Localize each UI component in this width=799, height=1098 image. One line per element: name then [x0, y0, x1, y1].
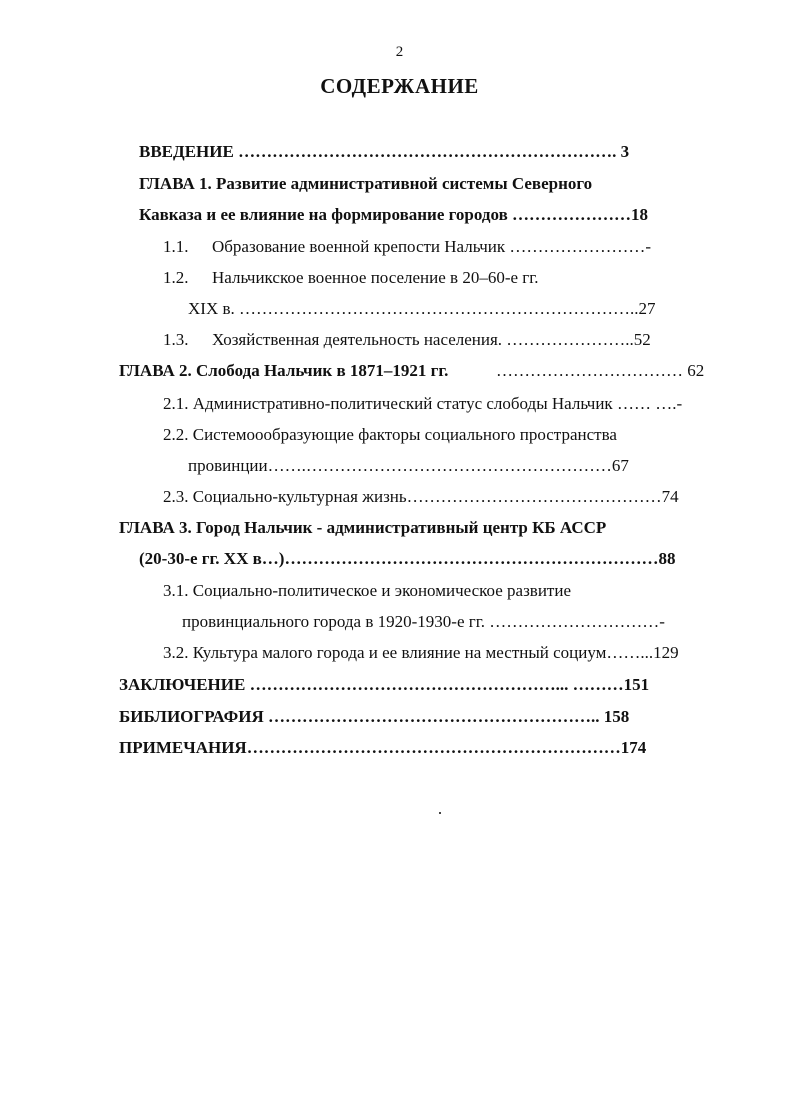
toc-section-1-2-line-1: Нальчикское военное поселение в 20–60-е гг.: [212, 268, 539, 287]
toc-chapter-3-line-2: (20-30-е гг. ХХ в…)…………………………………………………………88: [139, 549, 676, 568]
page-title: СОДЕРЖАНИЕ: [320, 74, 479, 98]
toc-section-3-1-line-2: провинциального города в 1920-1930-е гг. …………………………-: [182, 612, 665, 631]
toc-section-1-1: Образование военной крепости Нальчик ……………………-: [212, 237, 652, 256]
toc-section-1-3-number: 1.3.: [163, 330, 189, 349]
toc-section-3-2: 3.2. Культура малого города и ее влияние на местный социум……...129: [163, 643, 679, 662]
toc-section-1-3: Хозяйственная деятельность населения. …………………..52: [212, 330, 651, 349]
page-number: 2: [395, 44, 404, 60]
toc-section-1-1-number: 1.1.: [163, 237, 189, 256]
scan-speck: [439, 812, 441, 814]
toc-section-2-2-line-2: провинции…….………………………………………………67: [188, 456, 629, 475]
toc-section-1-2-number: 1.2.: [163, 268, 189, 287]
toc-bibliography: БИБЛИОГРАФИЯ ………………………………………………….. 158: [119, 707, 630, 726]
toc-chapter-2: ГЛАВА 2. Слобода Нальчик в 1871–1921 гг.: [119, 361, 449, 380]
toc-conclusion: ЗАКЛЮЧЕНИЕ ………………………………………………... ………151: [119, 675, 650, 694]
toc-section-2-2-line-1: 2.2. Системоообразующие факторы социального пространства: [163, 425, 617, 444]
toc-section-2-1: 2.1. Административно-политический статус слободы Нальчик …… ….-: [163, 394, 683, 413]
toc-chapter-1-line-2: Кавказа и ее влияние на формирование городов …………………18: [139, 205, 649, 224]
toc-chapter-3-line-1: ГЛАВА 3. Город Нальчик - административный центр КБ АССР: [119, 518, 607, 537]
toc-section-1-2-line-2: XIX в. ……………………………………………………………..27: [188, 299, 656, 318]
toc-chapter-1-line-1: ГЛАВА 1. Развитие административной системы Северного: [139, 174, 593, 193]
toc-section-2-3: 2.3. Социально-культурная жизнь………………………………………74: [163, 487, 679, 506]
toc-notes: ПРИМЕЧАНИЯ…………………………………………………………174: [119, 738, 647, 757]
toc-chapter-2-page: …………………………… 62: [496, 361, 705, 380]
toc-section-3-1-line-1: 3.1. Социально-политическое и экономическое развитие: [163, 581, 572, 600]
toc-intro: ВВЕДЕНИЕ …………………………………………………………. 3: [139, 142, 630, 161]
